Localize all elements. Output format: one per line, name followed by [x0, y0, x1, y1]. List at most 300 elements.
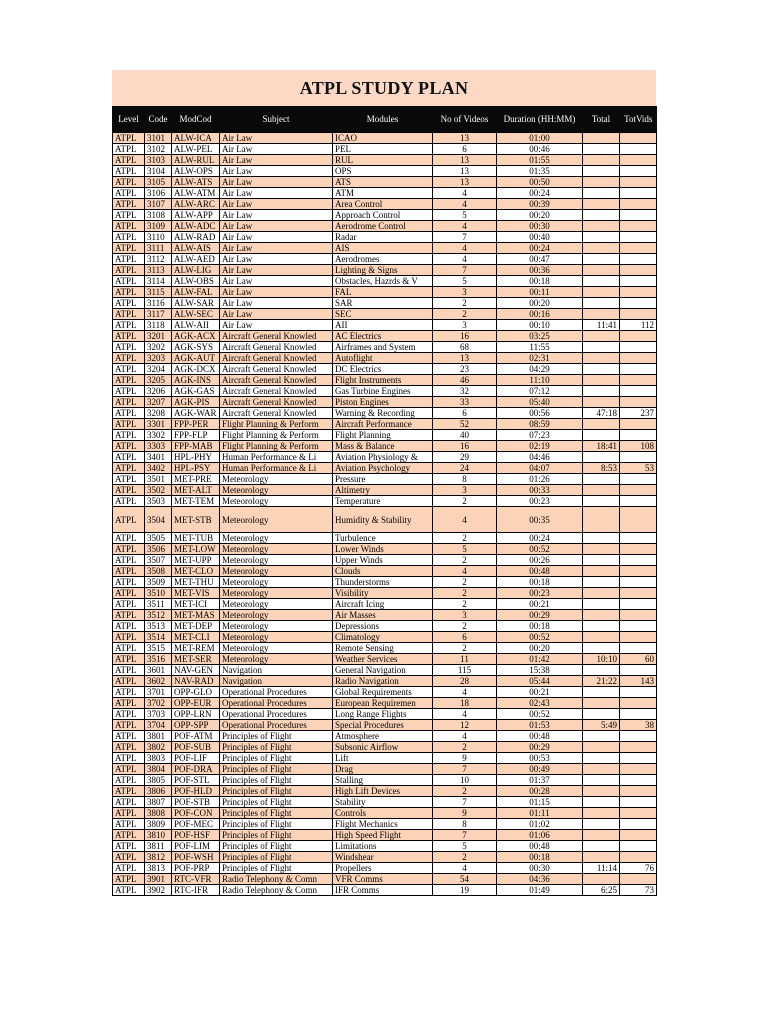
cell-duration: 01:55	[497, 155, 583, 166]
cell-modules: Mass & Balance	[333, 441, 433, 452]
cell-modcod: ALW-RAD	[172, 232, 220, 243]
cell-videos: 7	[433, 764, 497, 775]
cell-totvids	[620, 375, 657, 386]
title-bar	[112, 70, 656, 106]
cell-modcod: ALW-ATM	[172, 188, 220, 199]
table-body	[113, 133, 657, 896]
cell-level: ATPL	[113, 544, 145, 555]
cell-duration: 00:30	[497, 863, 583, 874]
cell-videos: 9	[433, 808, 497, 819]
cell-modules: Flight Mechanics	[333, 819, 433, 830]
cell-total	[583, 419, 620, 430]
cell-subject: Meteorology	[220, 621, 333, 632]
cell-subject: Air Law	[220, 265, 333, 276]
cell-videos: 18	[433, 698, 497, 709]
cell-modules: High Speed Flight	[333, 830, 433, 841]
cell-code: 3204	[145, 364, 172, 375]
cell-duration: 04:46	[497, 452, 583, 463]
table-row	[113, 687, 657, 698]
cell-subject: Air Law	[220, 133, 333, 144]
cell-duration: 00:53	[497, 753, 583, 764]
cell-videos: 2	[433, 643, 497, 654]
cell-level: ATPL	[113, 643, 145, 654]
cell-modcod: MET-DEP	[172, 621, 220, 632]
cell-total: 6:25	[583, 885, 620, 896]
cell-totvids	[620, 852, 657, 863]
cell-total	[583, 599, 620, 610]
cell-duration: 05:44	[497, 676, 583, 687]
cell-totvids	[620, 797, 657, 808]
cell-modcod: POF-STL	[172, 775, 220, 786]
cell-duration: 00:46	[497, 144, 583, 155]
cell-totvids	[620, 841, 657, 852]
cell-code: 3515	[145, 643, 172, 654]
cell-modcod: AGK-INS	[172, 375, 220, 386]
cell-code: 3702	[145, 698, 172, 709]
table-row	[113, 775, 657, 786]
cell-totvids	[620, 764, 657, 775]
cell-level: ATPL	[113, 188, 145, 199]
cell-modules: Turbulence	[333, 533, 433, 544]
cell-duration: 15:38	[497, 665, 583, 676]
table-row	[113, 463, 657, 474]
cell-videos: 8	[433, 819, 497, 830]
header-modcod: ModCod	[172, 106, 220, 133]
cell-subject: Air Law	[220, 188, 333, 199]
cell-subject: Operational Procedures	[220, 687, 333, 698]
cell-duration: 00:20	[497, 298, 583, 309]
cell-duration: 00:21	[497, 687, 583, 698]
cell-duration: 00:24	[497, 188, 583, 199]
cell-modcod: MET-THU	[172, 577, 220, 588]
cell-modules: SAR	[333, 298, 433, 309]
cell-code: 3113	[145, 265, 172, 276]
cell-code: 3505	[145, 533, 172, 544]
cell-level: ATPL	[113, 375, 145, 386]
cell-subject: Meteorology	[220, 632, 333, 643]
cell-code: 3804	[145, 764, 172, 775]
cell-videos: 3	[433, 610, 497, 621]
cell-totvids	[620, 155, 657, 166]
cell-level: ATPL	[113, 731, 145, 742]
cell-modules: Upper Winds	[333, 555, 433, 566]
cell-total	[583, 298, 620, 309]
cell-videos: 24	[433, 463, 497, 474]
cell-subject: Air Law	[220, 210, 333, 221]
cell-code: 3102	[145, 144, 172, 155]
cell-level: ATPL	[113, 665, 145, 676]
cell-total: 21:22	[583, 676, 620, 687]
cell-level: ATPL	[113, 342, 145, 353]
cell-code: 3504	[145, 507, 172, 533]
cell-code: 3303	[145, 441, 172, 452]
cell-level: ATPL	[113, 775, 145, 786]
cell-modules: Windshear	[333, 852, 433, 863]
cell-modules: Warning & Recording	[333, 408, 433, 419]
cell-videos: 2	[433, 577, 497, 588]
table-row	[113, 408, 657, 419]
header-total: Total	[583, 106, 620, 133]
cell-videos: 6	[433, 632, 497, 643]
table-row	[113, 764, 657, 775]
cell-code: 3104	[145, 166, 172, 177]
cell-total	[583, 544, 620, 555]
cell-modcod: MET-STB	[172, 507, 220, 533]
table-row	[113, 819, 657, 830]
cell-level: ATPL	[113, 863, 145, 874]
cell-duration: 00:56	[497, 408, 583, 419]
cell-videos: 54	[433, 874, 497, 885]
cell-level: ATPL	[113, 331, 145, 342]
table-row	[113, 452, 657, 463]
table-row	[113, 885, 657, 896]
cell-code: 3512	[145, 610, 172, 621]
table-row	[113, 731, 657, 742]
cell-duration: 00:28	[497, 786, 583, 797]
cell-subject: Meteorology	[220, 474, 333, 485]
cell-level: ATPL	[113, 874, 145, 885]
table-row	[113, 397, 657, 408]
cell-level: ATPL	[113, 533, 145, 544]
cell-modcod: AGK-ACX	[172, 331, 220, 342]
cell-total	[583, 830, 620, 841]
cell-total	[583, 210, 620, 221]
cell-total	[583, 808, 620, 819]
cell-modcod: ALW-SEC	[172, 309, 220, 320]
cell-totvids	[620, 588, 657, 599]
cell-duration: 00:20	[497, 210, 583, 221]
cell-level: ATPL	[113, 386, 145, 397]
table-row	[113, 496, 657, 507]
cell-total	[583, 698, 620, 709]
cell-level: ATPL	[113, 687, 145, 698]
cell-code: 3602	[145, 676, 172, 687]
cell-total	[583, 852, 620, 863]
header-row	[113, 106, 657, 133]
cell-total	[583, 331, 620, 342]
cell-subject: Radio Telephony & Comn	[220, 874, 333, 885]
table-row	[113, 331, 657, 342]
cell-level: ATPL	[113, 555, 145, 566]
cell-modules: Radar	[333, 232, 433, 243]
cell-modcod: AGK-GAS	[172, 386, 220, 397]
cell-code: 3108	[145, 210, 172, 221]
cell-totvids	[620, 808, 657, 819]
cell-modules: Area Control	[333, 199, 433, 210]
cell-duration: 00:52	[497, 632, 583, 643]
cell-modcod: POF-WSH	[172, 852, 220, 863]
cell-modcod: FPP-MAB	[172, 441, 220, 452]
cell-modcod: OPP-SPP	[172, 720, 220, 731]
cell-total	[583, 687, 620, 698]
table-row	[113, 210, 657, 221]
cell-subject: Principles of Flight	[220, 852, 333, 863]
cell-videos: 5	[433, 544, 497, 555]
cell-code: 3808	[145, 808, 172, 819]
cell-duration: 11:10	[497, 375, 583, 386]
cell-videos: 6	[433, 408, 497, 419]
cell-subject: Meteorology	[220, 496, 333, 507]
table-row	[113, 177, 657, 188]
cell-modcod: POF-LIM	[172, 841, 220, 852]
table-row	[113, 610, 657, 621]
cell-total	[583, 731, 620, 742]
cell-modcod: HPL-PSY	[172, 463, 220, 474]
cell-total	[583, 375, 620, 386]
cell-totvids	[620, 276, 657, 287]
cell-duration: 08:59	[497, 419, 583, 430]
cell-totvids	[620, 533, 657, 544]
cell-subject: Flight Planning & Perform	[220, 430, 333, 441]
table-row	[113, 863, 657, 874]
cell-videos: 6	[433, 144, 497, 155]
cell-subject: Meteorology	[220, 507, 333, 533]
header-duration: Duration (HH:MM)	[497, 106, 583, 133]
cell-modcod: OPP-LRN	[172, 709, 220, 720]
cell-duration: 02:31	[497, 353, 583, 364]
cell-videos: 3	[433, 320, 497, 331]
cell-modcod: ALW-ATS	[172, 177, 220, 188]
cell-modules: Long Range Flights	[333, 709, 433, 720]
table-row	[113, 577, 657, 588]
cell-level: ATPL	[113, 852, 145, 863]
cell-duration: 07:23	[497, 430, 583, 441]
table-row	[113, 676, 657, 687]
cell-videos: 19	[433, 885, 497, 896]
cell-code: 3806	[145, 786, 172, 797]
cell-duration: 00:18	[497, 852, 583, 863]
cell-totvids	[620, 364, 657, 375]
cell-videos: 9	[433, 753, 497, 764]
cell-modules: Depressions	[333, 621, 433, 632]
table-row	[113, 364, 657, 375]
cell-subject: Principles of Flight	[220, 742, 333, 753]
cell-code: 3803	[145, 753, 172, 764]
cell-code: 3101	[145, 133, 172, 144]
cell-subject: Radio Telephony & Comn	[220, 885, 333, 896]
cell-totvids	[620, 342, 657, 353]
cell-modcod: MET-TEM	[172, 496, 220, 507]
cell-duration: 04:29	[497, 364, 583, 375]
cell-total	[583, 243, 620, 254]
cell-duration: 00:33	[497, 485, 583, 496]
cell-videos: 13	[433, 166, 497, 177]
cell-code: 3112	[145, 254, 172, 265]
cell-level: ATPL	[113, 753, 145, 764]
cell-totvids	[620, 309, 657, 320]
cell-subject: Flight Planning & Perform	[220, 441, 333, 452]
cell-modules: Limitations	[333, 841, 433, 852]
cell-code: 3801	[145, 731, 172, 742]
cell-totvids	[620, 731, 657, 742]
cell-subject: Flight Planning & Perform	[220, 419, 333, 430]
cell-level: ATPL	[113, 265, 145, 276]
cell-modules: Pressure	[333, 474, 433, 485]
cell-videos: 10	[433, 775, 497, 786]
cell-modcod: POF-LIF	[172, 753, 220, 764]
cell-modules: Atmosphere	[333, 731, 433, 742]
cell-code: 3510	[145, 588, 172, 599]
cell-total	[583, 188, 620, 199]
cell-modcod: MET-ALT	[172, 485, 220, 496]
cell-level: ATPL	[113, 298, 145, 309]
cell-videos: 5	[433, 841, 497, 852]
cell-level: ATPL	[113, 408, 145, 419]
cell-videos: 5	[433, 276, 497, 287]
cell-modules: IFR Comms	[333, 885, 433, 896]
table-row	[113, 309, 657, 320]
cell-videos: 2	[433, 599, 497, 610]
cell-modcod: ALW-SAR	[172, 298, 220, 309]
table-row	[113, 555, 657, 566]
header-totvids: TotVids	[620, 106, 657, 133]
cell-modcod: MET-SER	[172, 654, 220, 665]
cell-duration: 00:35	[497, 507, 583, 533]
cell-subject: Aircraft General Knowled	[220, 342, 333, 353]
cell-subject: Meteorology	[220, 577, 333, 588]
cell-duration: 00:10	[497, 320, 583, 331]
cell-total	[583, 874, 620, 885]
cell-subject: Principles of Flight	[220, 775, 333, 786]
cell-level: ATPL	[113, 610, 145, 621]
cell-level: ATPL	[113, 496, 145, 507]
cell-total	[583, 533, 620, 544]
cell-videos: 13	[433, 353, 497, 364]
cell-totvids	[620, 177, 657, 188]
cell-modcod: ALW-APP	[172, 210, 220, 221]
cell-level: ATPL	[113, 742, 145, 753]
cell-total	[583, 588, 620, 599]
cell-videos: 32	[433, 386, 497, 397]
cell-subject: Meteorology	[220, 588, 333, 599]
cell-total	[583, 709, 620, 720]
cell-duration: 00:11	[497, 287, 583, 298]
cell-videos: 7	[433, 830, 497, 841]
table-row	[113, 797, 657, 808]
cell-modcod: POF-DRA	[172, 764, 220, 775]
cell-code: 3401	[145, 452, 172, 463]
cell-total	[583, 199, 620, 210]
cell-totvids	[620, 621, 657, 632]
cell-duration: 00:47	[497, 254, 583, 265]
cell-code: 3207	[145, 397, 172, 408]
cell-videos: 40	[433, 430, 497, 441]
cell-level: ATPL	[113, 243, 145, 254]
cell-modules: Obstacles, Hazrds & V	[333, 276, 433, 287]
cell-totvids	[620, 199, 657, 210]
cell-totvids	[620, 819, 657, 830]
table-row	[113, 588, 657, 599]
table-row	[113, 386, 657, 397]
cell-modcod: ALW-LIG	[172, 265, 220, 276]
cell-subject: Principles of Flight	[220, 731, 333, 742]
cell-code: 3201	[145, 331, 172, 342]
cell-code: 3208	[145, 408, 172, 419]
cell-duration: 00:18	[497, 577, 583, 588]
cell-modules: ATS	[333, 177, 433, 188]
cell-duration: 01:53	[497, 720, 583, 731]
table-row	[113, 133, 657, 144]
cell-subject: Human Performance & Li	[220, 452, 333, 463]
cell-level: ATPL	[113, 232, 145, 243]
cell-level: ATPL	[113, 133, 145, 144]
cell-modules: ICAO	[333, 133, 433, 144]
cell-videos: 2	[433, 555, 497, 566]
cell-level: ATPL	[113, 199, 145, 210]
cell-duration: 00:39	[497, 199, 583, 210]
cell-total	[583, 309, 620, 320]
cell-modules: Aerodromes	[333, 254, 433, 265]
cell-videos: 13	[433, 177, 497, 188]
cell-level: ATPL	[113, 797, 145, 808]
table-row	[113, 599, 657, 610]
cell-duration: 01:37	[497, 775, 583, 786]
cell-videos: 2	[433, 621, 497, 632]
cell-level: ATPL	[113, 419, 145, 430]
cell-duration: 02:43	[497, 698, 583, 709]
cell-level: ATPL	[113, 588, 145, 599]
cell-duration: 03:25	[497, 331, 583, 342]
cell-duration: 00:18	[497, 276, 583, 287]
header-videos: No of Videos	[433, 106, 497, 133]
cell-totvids	[620, 452, 657, 463]
table-row	[113, 298, 657, 309]
cell-total	[583, 753, 620, 764]
cell-total	[583, 610, 620, 621]
table-row	[113, 155, 657, 166]
table-row	[113, 485, 657, 496]
cell-modules: Temperature	[333, 496, 433, 507]
cell-duration: 00:29	[497, 610, 583, 621]
cell-subject: Air Law	[220, 298, 333, 309]
cell-modules: Special Procedures	[333, 720, 433, 731]
cell-total	[583, 155, 620, 166]
cell-videos: 4	[433, 566, 497, 577]
cell-modules: Piston Engines	[333, 397, 433, 408]
cell-modcod: FPP-FLP	[172, 430, 220, 441]
table-row	[113, 665, 657, 676]
cell-total	[583, 144, 620, 155]
table-row	[113, 830, 657, 841]
cell-subject: Navigation	[220, 676, 333, 687]
cell-modules: Autoflight	[333, 353, 433, 364]
cell-total	[583, 276, 620, 287]
cell-subject: Navigation	[220, 665, 333, 676]
cell-level: ATPL	[113, 654, 145, 665]
cell-code: 3203	[145, 353, 172, 364]
cell-subject: Aircraft General Knowled	[220, 386, 333, 397]
cell-duration: 00:26	[497, 555, 583, 566]
table-row	[113, 786, 657, 797]
cell-modules: Aerodrome Control	[333, 221, 433, 232]
cell-modules: Air Masses	[333, 610, 433, 621]
cell-code: 3115	[145, 287, 172, 298]
cell-level: ATPL	[113, 621, 145, 632]
cell-subject: Air Law	[220, 287, 333, 298]
header-modules: Modules	[333, 106, 433, 133]
cell-subject: Air Law	[220, 177, 333, 188]
cell-subject: Aircraft General Knowled	[220, 375, 333, 386]
cell-code: 3901	[145, 874, 172, 885]
cell-modcod: NAV-RAD	[172, 676, 220, 687]
cell-totvids	[620, 830, 657, 841]
header-subject: Subject	[220, 106, 333, 133]
cell-total	[583, 177, 620, 188]
cell-total	[583, 621, 620, 632]
table-row	[113, 188, 657, 199]
cell-videos: 4	[433, 221, 497, 232]
cell-subject: Meteorology	[220, 544, 333, 555]
